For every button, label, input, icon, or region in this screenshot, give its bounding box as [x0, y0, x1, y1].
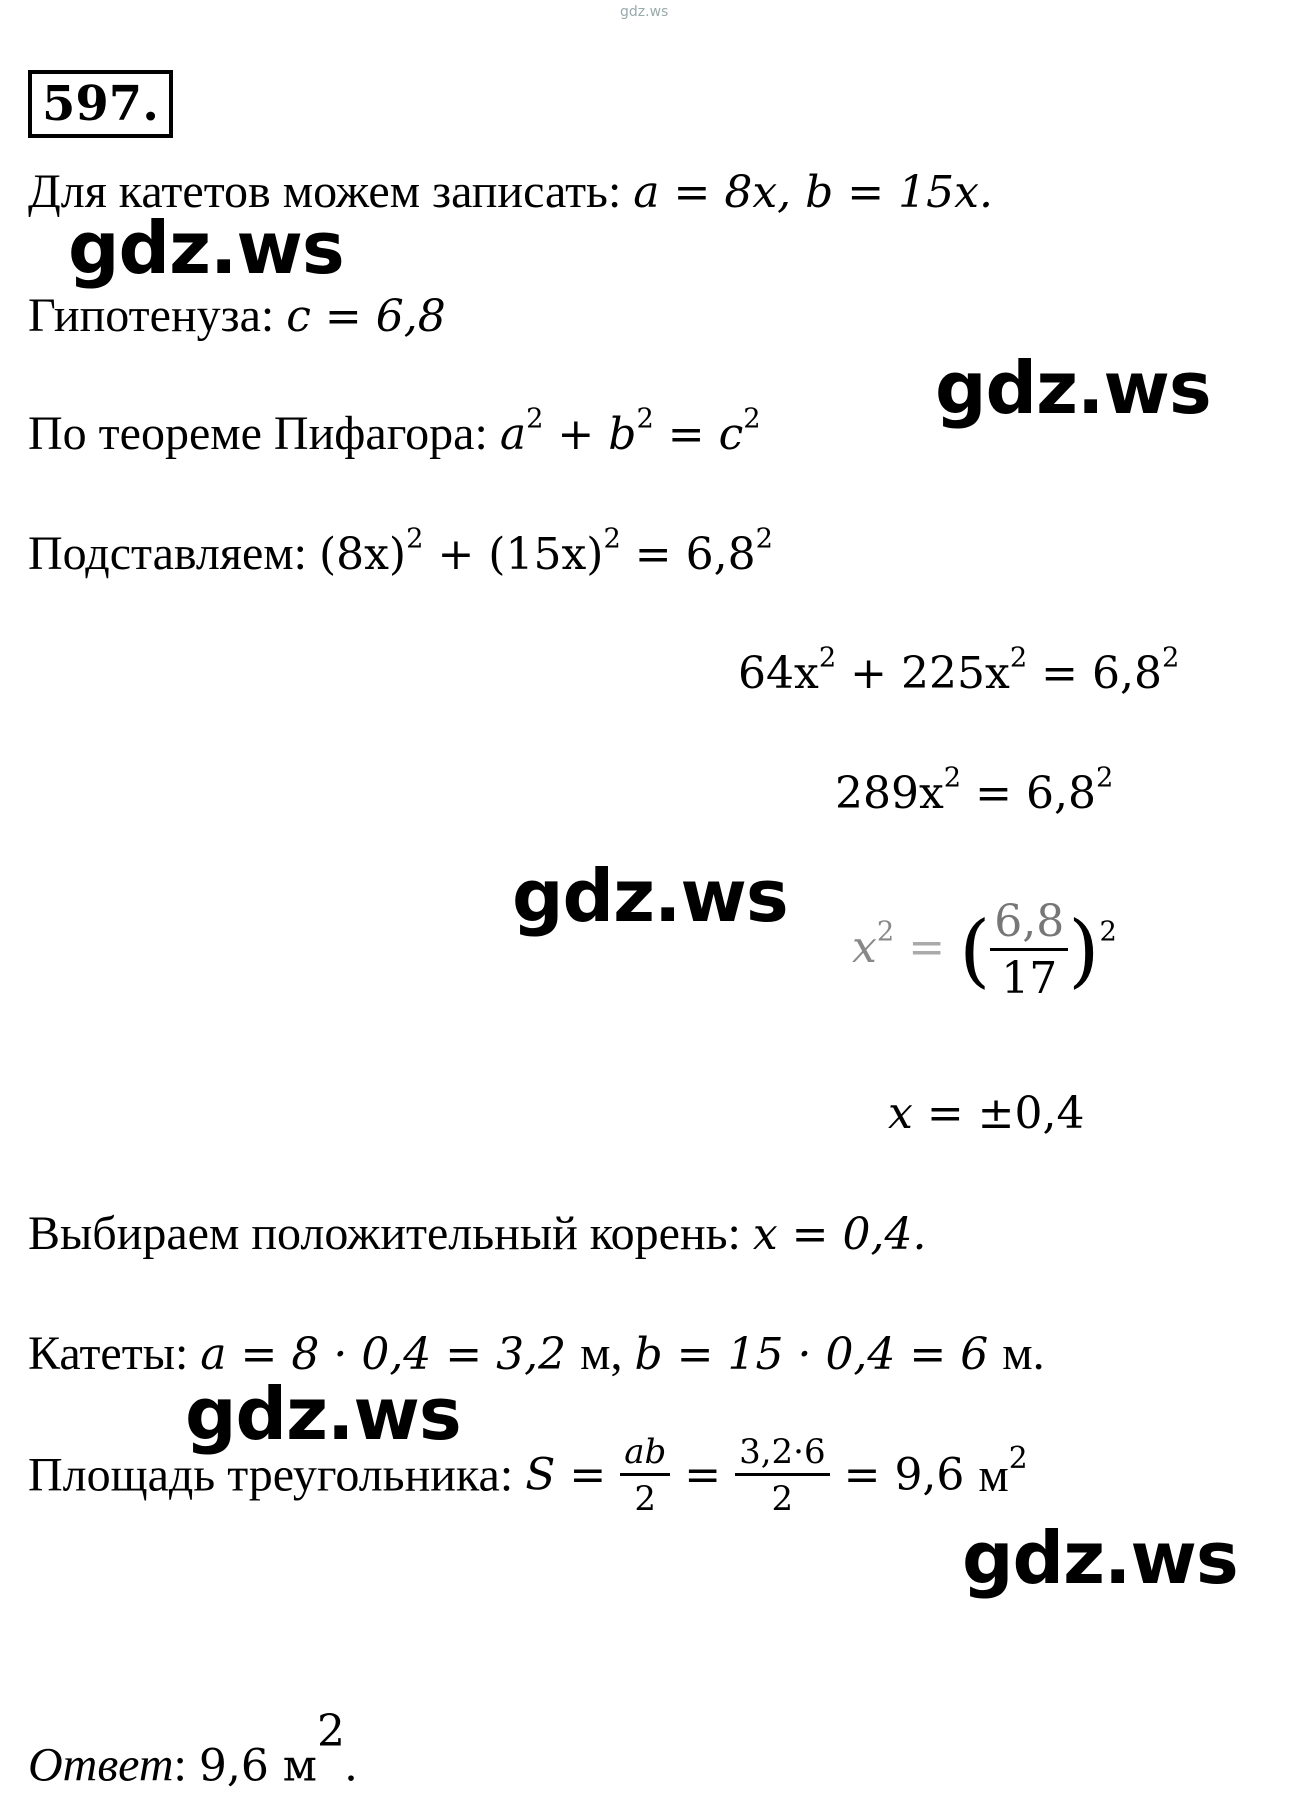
fraction-68-17	[990, 896, 1068, 1004]
line-hypotenuse-text: Гипотенуза:	[28, 289, 287, 342]
answer-line	[28, 1706, 358, 1792]
line-area-text: Площадь треугольника:	[28, 1448, 526, 1502]
problem-number: 597.	[28, 70, 173, 138]
leg-a-value: a = 8 · 0,4 = 3,2	[200, 1329, 581, 1380]
answer-value: 9,6 м	[198, 1740, 318, 1792]
line-hypotenuse	[28, 289, 446, 342]
term-8x: (8x)	[318, 529, 407, 580]
step-combined-rhs: 6,8	[1026, 768, 1096, 819]
rhs-68: 6,8	[685, 529, 756, 580]
step-sum-rhs: 6,8	[1092, 648, 1162, 699]
line-positive-root-text: Выбираем положительный корень:	[28, 1207, 753, 1260]
leg-b-unit: м.	[1002, 1327, 1045, 1380]
watermark-4: gdz.ws	[185, 1372, 461, 1456]
var-b: b	[608, 409, 637, 460]
line-substitute: Подставляем: $(8x)^2 + (15x)^2 = 6,8^2$	[28, 523, 773, 580]
step-combined-a: 289x	[835, 768, 944, 819]
exp-b: 2	[636, 403, 654, 435]
answer-colon: :	[173, 1738, 199, 1792]
answer-exp: 2	[317, 1706, 346, 1757]
step-fraction-lhs: x	[852, 922, 877, 973]
line-pythagoras-text: По теореме Пифагора:	[28, 407, 500, 460]
step-sum-exp-rhs: 2	[1162, 642, 1180, 674]
watermark-3: gdz.ws	[512, 854, 788, 938]
line-substitute-text: Подставляем:	[28, 527, 319, 580]
step-sum-exp-a: 2	[818, 642, 837, 674]
area-exp: 2	[1008, 1440, 1028, 1476]
fraction-ab-2	[620, 1432, 670, 1519]
fraction-32x6-2	[735, 1432, 830, 1519]
watermark-1: gdz.ws	[68, 206, 344, 290]
step-fraction: $x^2$ = ( $\frac{6,8}{17}$ )$^2$	[852, 896, 1117, 1004]
line-legs-values-text: Катеты:	[28, 1327, 201, 1380]
step-fraction-exp-lhs: 2	[876, 916, 895, 948]
leg-a-unit: м,	[580, 1327, 635, 1380]
area-s: S	[525, 1449, 556, 1501]
watermark-2: gdz.ws	[935, 346, 1211, 430]
fraction-32x6-den: 2	[771, 1479, 794, 1519]
step-sum-a: 64x	[738, 648, 819, 699]
step-root-lhs: x	[888, 1088, 913, 1139]
exp-a: 2	[526, 403, 544, 435]
fraction-ab-num: ab	[620, 1435, 670, 1476]
line-legs-text: Для катетов можем записать:	[28, 165, 634, 218]
answer-label: Ответ	[28, 1738, 174, 1792]
step-combined-exp-rhs: 2	[1095, 762, 1114, 794]
watermark-5: gdz.ws	[962, 1516, 1238, 1600]
line-positive-root-math: x = 0,4.	[752, 1209, 927, 1260]
exp-15x: 2	[603, 523, 621, 555]
area-unit: м	[978, 1448, 1009, 1502]
exp-c: 2	[743, 403, 761, 435]
step-combined: $289x^2 = 6,8^2$	[835, 762, 1114, 819]
fraction-exp: 2	[1099, 916, 1117, 948]
site-label: gdz.ws	[620, 4, 669, 20]
step-sum-b: 225x	[901, 648, 1010, 699]
step-combined-exp-a: 2	[943, 762, 962, 794]
var-c: c	[718, 409, 744, 460]
line-area: Площадь треугольника: S = $\frac{ab}{2}$ = $\frac{3,2\cdot 6}{2}$ = 9,6 $м^2$	[28, 1432, 1028, 1519]
line-hypotenuse-math: c = 6,8	[286, 291, 446, 342]
fraction-den: 17	[1001, 953, 1058, 1004]
answer-end: .	[345, 1738, 358, 1792]
line-pythagoras: По теореме Пифагора: $a^2 + b^2 = c^2$	[28, 403, 761, 460]
leg-b-value: b = 15 · 0,4 = 6	[634, 1329, 1003, 1380]
step-root-rhs: ±0,4	[977, 1088, 1085, 1139]
line-positive-root	[28, 1207, 927, 1260]
fraction-32x6-num: 3,2·6	[735, 1435, 830, 1476]
fraction-ab-den: 2	[634, 1479, 657, 1519]
line-legs-values	[28, 1327, 1045, 1380]
area-result: 9,6	[894, 1449, 965, 1501]
step-root: x = ±0,4	[888, 1088, 1085, 1139]
term-15x: (15x)	[488, 529, 604, 580]
step-sum: $64x^2 + 225x^2 = 6,8^2$	[738, 642, 1180, 699]
exp-rhs: 2	[755, 523, 773, 555]
step-sum-exp-b: 2	[1009, 642, 1028, 674]
var-a: a	[499, 409, 527, 460]
line-legs-math: a = 8x, b = 15x.	[633, 167, 993, 218]
exp-8x: 2	[406, 523, 424, 555]
fraction-num: 6,8	[990, 900, 1068, 951]
